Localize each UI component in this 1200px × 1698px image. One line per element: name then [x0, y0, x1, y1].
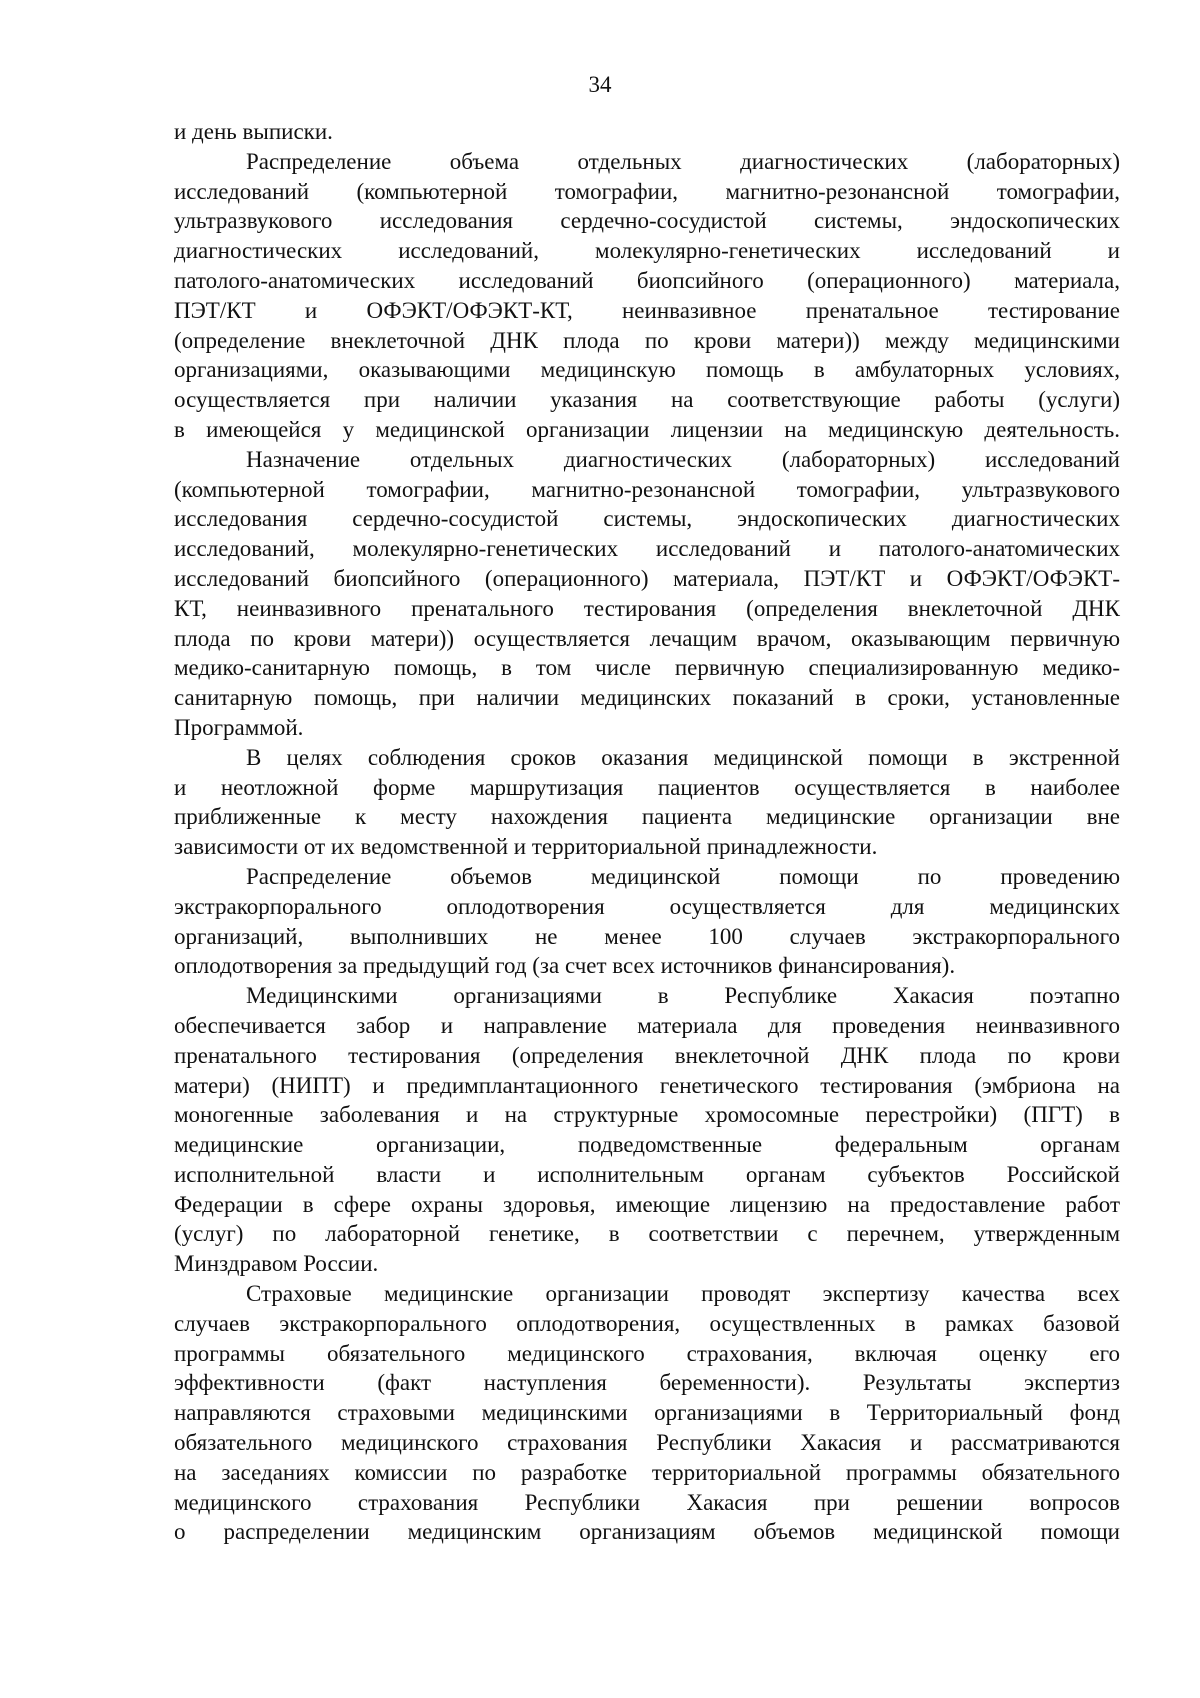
paragraph: [174, 743, 1120, 862]
text-line: экстракорпорального оплодотворения осуществляется для медицинских: [174, 893, 1120, 919]
page-number: 34: [588, 72, 612, 97]
text-line: КТ, неинвазивного пренатального тестирования (определения внеклеточной ДНК: [174, 595, 1120, 621]
text-line: медицинские организации, подведомственные федеральным органам: [174, 1132, 1120, 1158]
text-line: обязательного медицинского страхования Республики Хакасия и рассматриваются: [174, 1430, 1120, 1456]
text-line: оплодотворения за предыдущий год (за счет всех источников финансирования).: [174, 953, 956, 979]
paragraph: [174, 1279, 1120, 1547]
text-line: исследований биопсийного (операционного) материала, ПЭТ/КТ и ОФЭКТ/ОФЭКТ-: [174, 565, 1120, 591]
text-line: и день выписки.: [174, 119, 333, 144]
text-line: Назначение отдельных диагностических (лабораторных) исследований: [246, 446, 1120, 472]
text-line: Распределение объема отдельных диагностических (лабораторных): [246, 148, 1120, 174]
text-line: Страховые медицинские организации проводят экспертизу качества всех: [246, 1281, 1120, 1307]
text-line: исследований, молекулярно-генетических исследований и патолого-анатомических: [174, 536, 1120, 562]
text-line: в имеющейся у медицинской организации лицензии на медицинскую деятельность.: [174, 416, 1120, 442]
text-line: случаев экстракорпорального оплодотворения, осуществленных в рамках базовой: [174, 1310, 1120, 1336]
text-line: санитарную помощь, при наличии медицинских показаний в сроки, установленные: [174, 685, 1120, 711]
text-line: исследований (компьютерной томографии, магнитно-резонансной томографии,: [174, 178, 1120, 204]
text-line: Распределение объемов медицинской помощи по проведению: [246, 863, 1120, 889]
text-line: В целях соблюдения сроков оказания медицинской помощи в экстренной: [246, 744, 1120, 770]
document-body: [174, 117, 1120, 1547]
text-line: программы обязательного медицинского страхования, включая оценку его: [174, 1340, 1120, 1366]
text-line: пренатального тестирования (определения внеклеточной ДНК плода по крови: [174, 1042, 1120, 1068]
text-line: осуществляется при наличии указания на соответствующие работы (услуги): [174, 387, 1120, 413]
text-line: исполнительной власти и исполнительным органам субъектов Российской: [174, 1161, 1120, 1187]
text-line: (компьютерной томографии, магнитно-резонансной томографии, ультразвукового: [174, 476, 1120, 502]
text-line: направляются страховыми медицинскими организациями в Территориальный фонд: [174, 1400, 1120, 1426]
text-line: (определение внеклеточной ДНК плода по крови матери)) между медицинскими: [174, 327, 1120, 353]
text-line: приближенные к месту нахождения пациента медицинские организации вне: [174, 804, 1120, 830]
paragraph: [174, 147, 1120, 445]
text-line: плода по крови матери)) осуществляется лечащим врачом, оказывающим первичную: [174, 625, 1120, 651]
text-line: Программой.: [174, 714, 304, 740]
text-line: патолого-анатомических исследований биопсийного (операционного) материала,: [174, 267, 1120, 293]
text-line: исследования сердечно-сосудистой системы, эндоскопических диагностических: [174, 506, 1120, 532]
text-line: медико-санитарную помощь, в том числе первичную специализированную медико-: [174, 655, 1120, 681]
text-line: медицинского страхования Республики Хакасия при решении вопросов: [174, 1489, 1120, 1515]
text-line: и неотложной форме маршрутизация пациентов осуществляется в наиболее: [174, 774, 1120, 800]
text-line: организациями, оказывающими медицинскую помощь в амбулаторных условиях,: [174, 357, 1120, 383]
text-line: моногенные заболевания и на структурные хромосомные перестройки) (ПГТ) в: [174, 1102, 1120, 1128]
text-line: ПЭТ/КТ и ОФЭКТ/ОФЭКТ-КТ, неинвазивное пренатальное тестирование: [174, 297, 1120, 323]
paragraph: [174, 117, 1120, 147]
text-line: Федерации в сфере охраны здоровья, имеющие лицензию на предоставление работ: [174, 1191, 1120, 1217]
text-line: Минздравом России.: [174, 1251, 379, 1277]
text-line: эффективности (факт наступления беременности). Результаты экспертиз: [174, 1370, 1120, 1396]
text-line: ультразвукового исследования сердечно-сосудистой системы, эндоскопических: [174, 208, 1120, 234]
paragraph: [174, 862, 1120, 981]
text-line: обеспечивается забор и направление материала для проведения неинвазивного: [174, 1012, 1120, 1038]
paragraph: [174, 445, 1120, 743]
text-line: (услуг) по лабораторной генетике, в соответствии с перечнем, утвержденным: [174, 1221, 1120, 1247]
paragraph: [174, 981, 1120, 1279]
text-line: зависимости от их ведомственной и территориальной принадлежности.: [174, 834, 878, 860]
text-line: о распределении медицинским организациям объемов медицинской помощи: [174, 1519, 1120, 1545]
text-line: матери) (НИПТ) и предимплантационного генетического тестирования (эмбриона на: [174, 1072, 1120, 1098]
text-line: диагностических исследований, молекулярно-генетических исследований и: [174, 238, 1120, 264]
text-line: Медицинскими организациями в Республике Хакасия поэтапно: [246, 983, 1120, 1009]
text-line: на заседаниях комиссии по разработке территориальной программы обязательного: [174, 1459, 1120, 1485]
text-line: организаций, выполнивших не менее 100 случаев экстракорпорального: [174, 923, 1120, 949]
